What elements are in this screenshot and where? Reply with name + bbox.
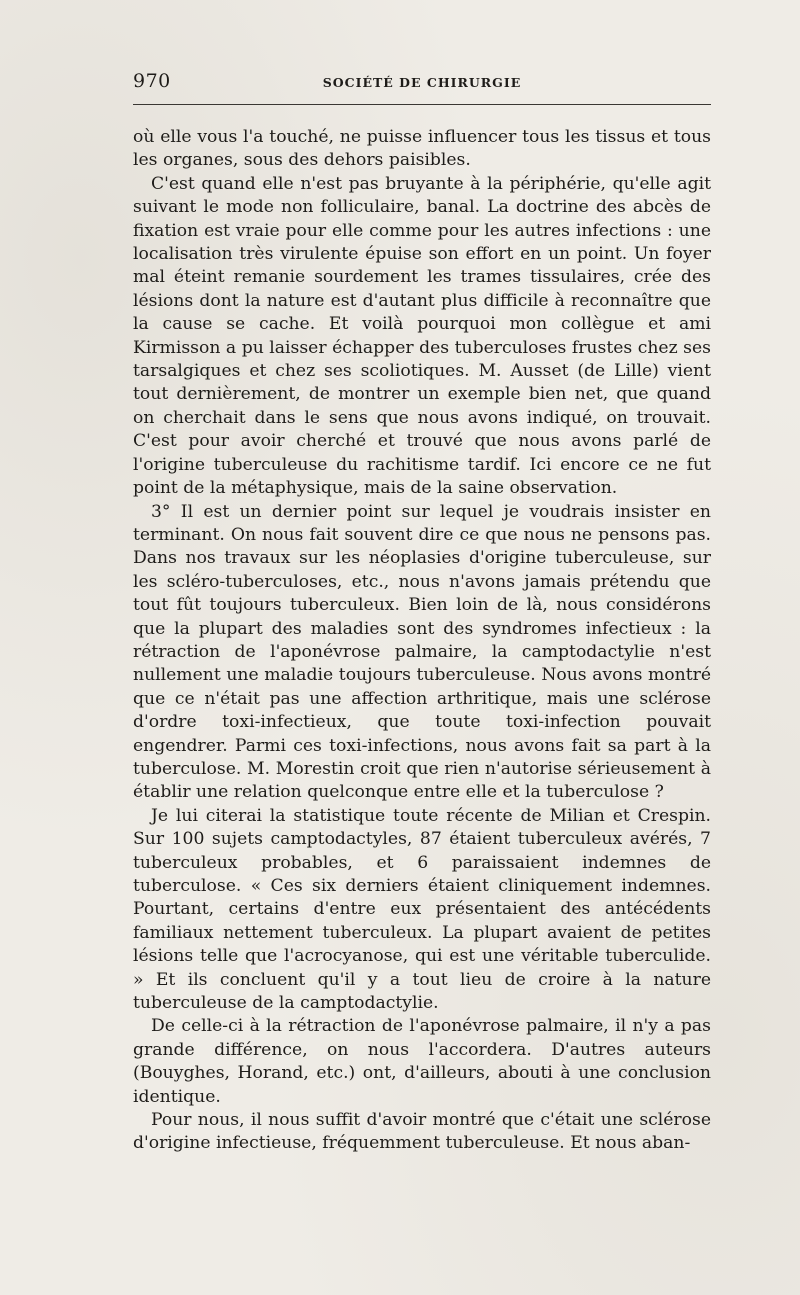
paragraph: C'est quand elle n'est pas bruyante à la périphérie, qu'elle agit suivant le mode non folliculaire, banal. La doctrine des abcès de fixation est vraie pour elle comme pour les autres infections : une localisation très virulente épuise son effort en un point. Un foyer mal éteint remanie sourdement les trames tissulaires, crée des lésions dont la nature est d'autant plus difficile à reconnaître que la cause se cache. Et voilà pourquoi mon collègue et ami Kirmisson a pu laisser échapper des tuberculoses frustes chez ses tarsalgiques et chez ses scoliotiques. M. Ausset (de Lille) vient tout dernièrement, de montrer un exemple bien net, que quand on cherchait dans le sens que nous avons indiqué, on trouvait. C'est pour avoir cherché et trouvé que nous avons parlé de l'origine tuberculeuse du rachitisme tardif. Ici encore ce ne fut point de la métaphysique, mais de la saine observation.	[133, 173, 711, 499]
page-header	[133, 70, 711, 100]
header-rule	[133, 104, 711, 105]
paragraph: Pour nous, il nous suffit d'avoir montré que c'était une sclérose d'origine infectieuse, fréquemment tuberculeuse. Et nous aban-	[133, 1110, 711, 1154]
paragraph: Je lui citerai la statistique toute récente de Milian et Crespin. Sur 100 sujets camptodactyles, 87 étaient tuberculeux avérés, 7 tuberculeux probables, et 6 paraissaient indemnes de tuberculose. « Ces six derniers étaient cliniquement indemnes. Pourtant, certains d'entre eux présentaient des antécédents familiaux nettement tuberculeux. La plupart avaient de petites lésions telle que l'acrocyanose, qui est une véritable tuberculide. » Et ils concluent qu'il y a tout lieu de croire à la nature tuberculeuse de la camptodactylie.	[133, 805, 711, 1014]
paragraph: 3° Il est un dernier point sur lequel je voudrais insister en terminant. On nous fait souvent dire ce que nous ne pensons pas. Dans nos travaux sur les néoplasies d'origine tuberculeuse, sur les scléro-tuberculoses, etc., nous n'avons jamais prétendu que tout fût toujours tuberculeux. Bien loin de là, nous considérons que la plupart des maladies sont des syndromes infectieux : la rétraction de l'aponévrose palmaire, la camptodactylie n'est nullement une maladie toujours tuberculeuse. Nous avons montré que ce n'était pas une affection arthritique, mais une sclérose d'ordre toxi-infectieux, que toute toxi-infection pouvait engendrer. Parmi ces toxi-infections, nous avons fait sa part à la tuberculose. M. Morestin croit que rien n'autorise sérieusement à établir une relation quelconque entre elle et la tuberculose ?	[133, 501, 711, 803]
page-number: 970	[133, 70, 171, 92]
body-text	[133, 126, 711, 1156]
paragraph-continuation: où elle vous l'a touché, ne puisse influencer tous les tissus et tous les organes, sous des dehors paisibles.	[133, 127, 711, 171]
running-title: SOCIÉTÉ DE CHIRURGIE	[322, 75, 522, 90]
paragraph: De celle-ci à la rétraction de l'aponévrose palmaire, il n'y a pas grande différence, on nous l'accordera. D'autres auteurs (Bouyghes, Horand, etc.) ont, d'ailleurs, abouti à une conclusion identique.	[133, 1016, 711, 1107]
